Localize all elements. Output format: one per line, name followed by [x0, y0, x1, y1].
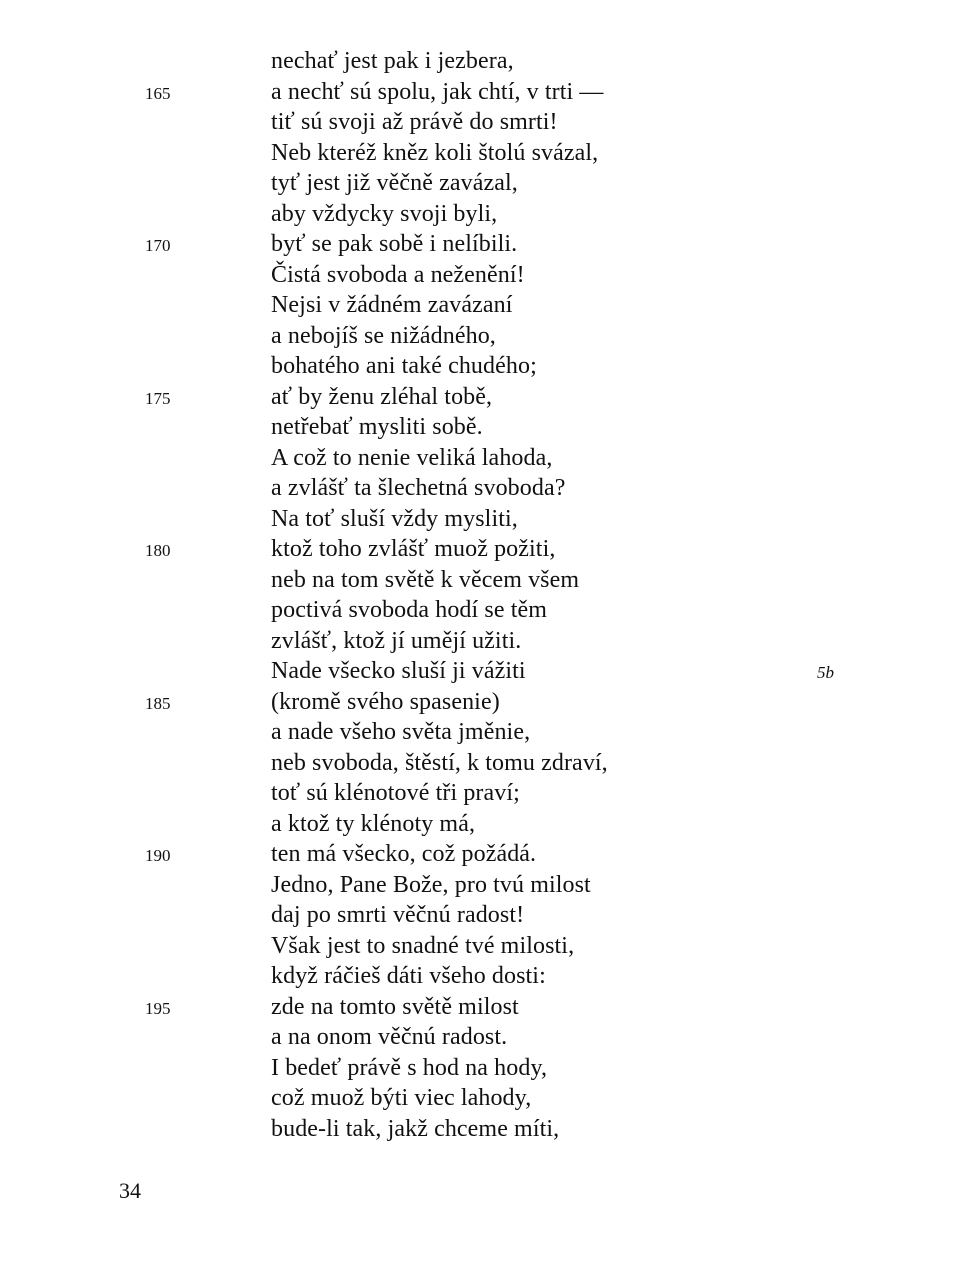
verse-text: poctivá svoboda hodí se těm — [271, 597, 547, 623]
verse-text: aby vždycky svoji byli, — [271, 200, 498, 227]
verse-text: Nejsi v žádném zavázaní — [271, 292, 513, 318]
verse-line — [0, 809, 960, 840]
line-number: 195 — [145, 998, 171, 1018]
verse-text: Však jest to snadné tvé milosti, — [271, 932, 575, 959]
verse-line — [0, 687, 960, 718]
verse-text: ktož toho zvlášť muož požiti, — [271, 536, 556, 562]
line-number: 190 — [145, 846, 171, 865]
verse-text: I bedeť právě s hod na hody, — [271, 1054, 548, 1081]
verse-line — [0, 900, 960, 931]
verse-line — [0, 412, 960, 443]
verse-line — [0, 992, 960, 1023]
verse-line — [0, 778, 960, 809]
page-number: 34 — [119, 1178, 141, 1203]
verse-text: nechať jest pak i jezbera, — [271, 48, 514, 74]
verse-text: ten má všecko, což požádá. — [271, 841, 537, 867]
verse-text: zde na tomto světě milost — [271, 993, 519, 1020]
verse-line — [0, 351, 960, 382]
verse-line — [0, 839, 960, 870]
verse-line — [0, 199, 960, 230]
verse-line — [0, 1083, 960, 1114]
verse-text: což muož býti viec lahody, — [271, 1085, 532, 1111]
line-number: 185 — [145, 693, 171, 713]
verse-text: A což to nenie veliká lahoda, — [271, 444, 553, 471]
verse-line — [0, 46, 960, 77]
verse-line — [0, 473, 960, 504]
verse-line — [0, 382, 960, 413]
verse-text: ať by ženu zléhal tobě, — [271, 383, 493, 410]
verse-line — [0, 290, 960, 321]
verse-line — [0, 870, 960, 901]
folio-marker: 5b — [817, 663, 834, 682]
verse-text: netřebať mysliti sobě. — [271, 414, 483, 440]
verse-line — [0, 961, 960, 992]
verse-line — [0, 656, 960, 687]
verse-line — [0, 504, 960, 535]
verse-text: bude-li tak, jakž chceme míti, — [271, 1115, 560, 1142]
verse-line — [0, 443, 960, 474]
verse-text: Neb kteréž kněz koli štolú svázal, — [271, 139, 599, 166]
verse-text: Na toť sluší vždy mysliti, — [271, 505, 518, 532]
verse-text: a ktož ty klénoty má, — [271, 810, 476, 837]
poem-text — [0, 46, 960, 1144]
verse-line — [0, 260, 960, 291]
line-number: 165 — [145, 83, 171, 103]
line-number: 170 — [145, 236, 171, 255]
verse-line — [0, 1114, 960, 1145]
verse-text: toť sú klénotové tři praví; — [271, 780, 520, 806]
verse-line — [0, 748, 960, 779]
verse-text: když ráčieš dáti všeho dosti: — [271, 963, 546, 989]
verse-line — [0, 565, 960, 596]
verse-text: zvlášť, ktož jí umějí užiti. — [271, 627, 522, 654]
verse-line — [0, 1053, 960, 1084]
verse-text: tyť jest již věčně zavázal, — [271, 170, 518, 196]
line-number: 175 — [145, 388, 171, 408]
verse-text: a nade všeho světa jměnie, — [271, 719, 531, 745]
verse-line — [0, 534, 960, 565]
verse-text: tiť sú svoji až právě do smrti! — [271, 109, 558, 135]
line-number: 180 — [145, 541, 171, 560]
verse-text: Nade všecko sluší ji vážiti — [271, 658, 526, 684]
verse-text: a nebojíš se nižádného, — [271, 322, 496, 349]
verse-text: (kromě svého spasenie) — [271, 688, 500, 715]
verse-text: a nechť sú spolu, jak chtí, v trti — — [271, 78, 604, 105]
verse-line — [0, 168, 960, 199]
verse-text: Čistá svoboda a neženění! — [271, 261, 525, 288]
verse-line — [0, 931, 960, 962]
verse-line — [0, 717, 960, 748]
verse-line — [0, 1022, 960, 1053]
verse-text: daj po smrti věčnú radost! — [271, 902, 525, 928]
verse-line — [0, 229, 960, 260]
verse-text: Jedno, Pane Bože, pro tvú milost — [271, 871, 591, 898]
verse-text: a na onom věčnú radost. — [271, 1024, 508, 1050]
verse-text: bohatého ani také chudého; — [271, 353, 537, 379]
verse-line — [0, 107, 960, 138]
verse-line — [0, 626, 960, 657]
verse-line — [0, 138, 960, 169]
verse-line — [0, 321, 960, 352]
verse-text: a zvlášť ta šlechetná svoboda? — [271, 475, 566, 501]
verse-line — [0, 595, 960, 626]
verse-text: byť se pak sobě i nelíbili. — [271, 231, 518, 257]
verse-line — [0, 77, 960, 108]
verse-text: neb svoboda, štěstí, k tomu zdraví, — [271, 749, 608, 776]
verse-text: neb na tom světě k věcem všem — [271, 566, 580, 593]
